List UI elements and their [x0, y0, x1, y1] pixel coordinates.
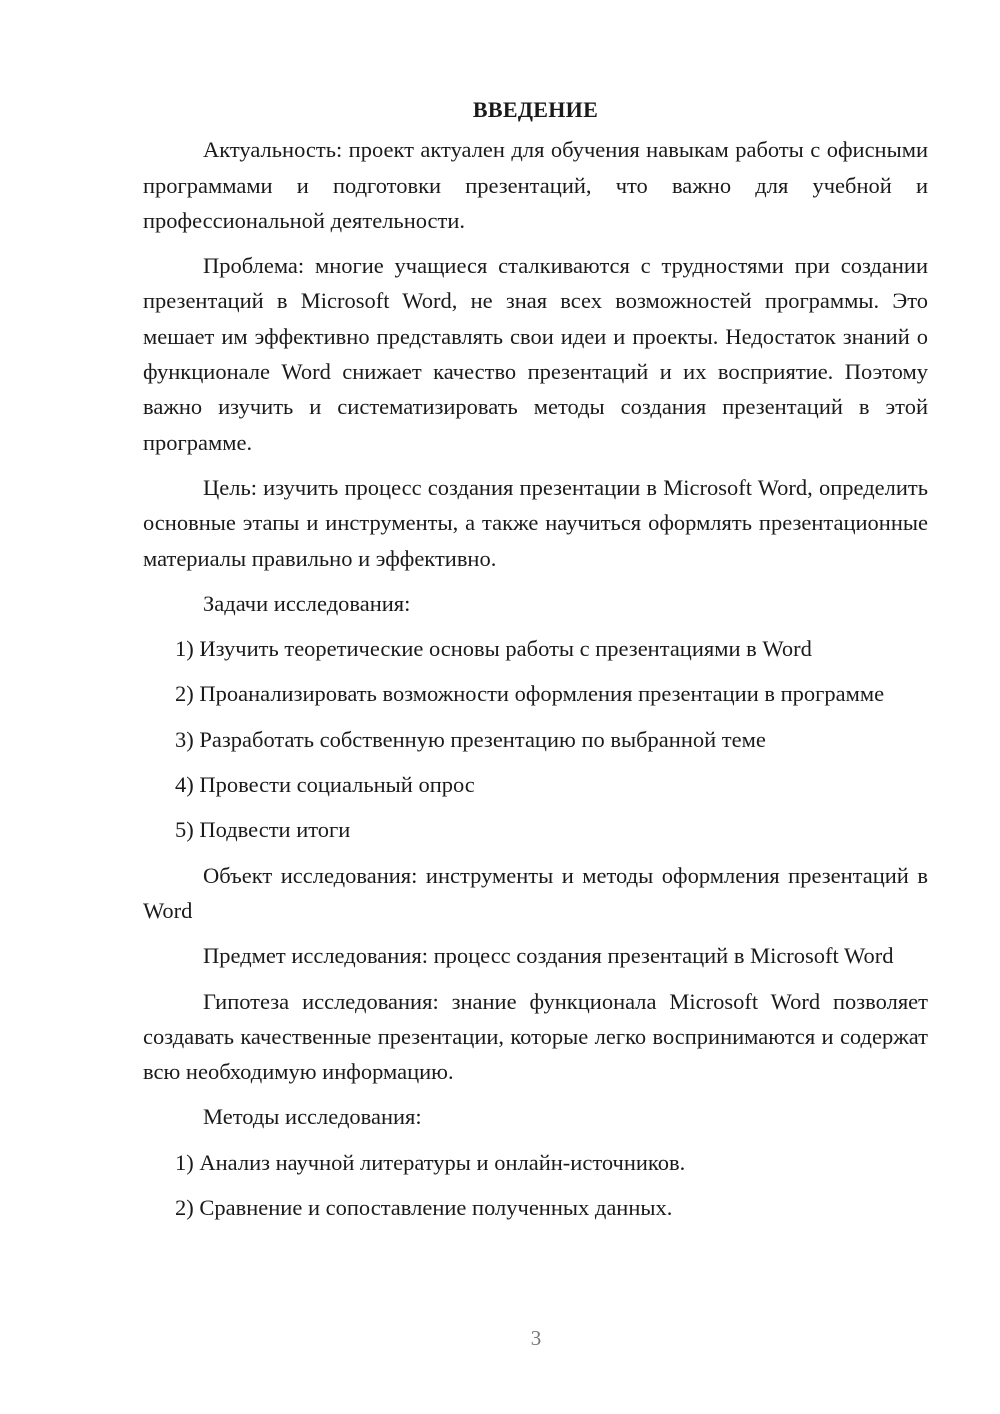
task-item: 2) Проанализировать возможности оформления презентации в программе — [175, 681, 885, 707]
task-item: 3) Разработать собственную презентацию по выбранной теме — [175, 726, 766, 752]
document-page — [143, 92, 928, 1235]
task-item: 5) Подвести итоги — [175, 817, 351, 843]
subject-paragraph: Предмет исследования: процесс создания презентаций в Microsoft Word — [203, 943, 894, 969]
task-item: 1) Изучить теоретические основы работы с презентациями в Word — [175, 636, 812, 662]
goal-paragraph: Цель: изучить процесс создания презентации в Microsoft Word, определить основные этапы и инструменты, а также научиться оформлять презентационные материалы правильно и эффективно. — [143, 474, 928, 571]
tasks-heading: Задачи исследования: — [203, 590, 411, 616]
page-number: 3 — [530, 1326, 542, 1350]
problem-paragraph: Проблема: многие учащиеся сталкиваются с трудностями при создании презентаций в Microsoft Word, не зная всех возможностей программы. Это мешает им эффективно представлять свои идеи и проекты. Недостаток знаний о функционале Word снижает качество презентаций и их восприятие. Поэтому важно изучить и систематизировать методы создания презентаций в этой программе. — [143, 253, 928, 455]
relevance-paragraph: Актуальность: проект актуален для обучения навыкам работы с офисными программами и подготовки презентаций, что важно для учебной и профессиональной деятельности. — [143, 137, 928, 233]
object-paragraph: Объект исследования: инструменты и методы оформления презентаций в Word — [143, 862, 928, 923]
methods-heading: Методы исследования: — [203, 1104, 422, 1130]
hypothesis-paragraph: Гипотеза исследования: знание функционала Microsoft Word позволяет создавать качественные презентации, которые легко воспринимаются и содержат всю необходимую информацию. — [143, 988, 928, 1085]
task-item: 4) Провести социальный опрос — [175, 772, 475, 798]
method-item: 2) Сравнение и сопоставление полученных данных. — [175, 1195, 673, 1221]
section-title: ВВЕДЕНИЕ — [472, 97, 599, 122]
method-item: 1) Анализ научной литературы и онлайн-источников. — [175, 1149, 686, 1175]
